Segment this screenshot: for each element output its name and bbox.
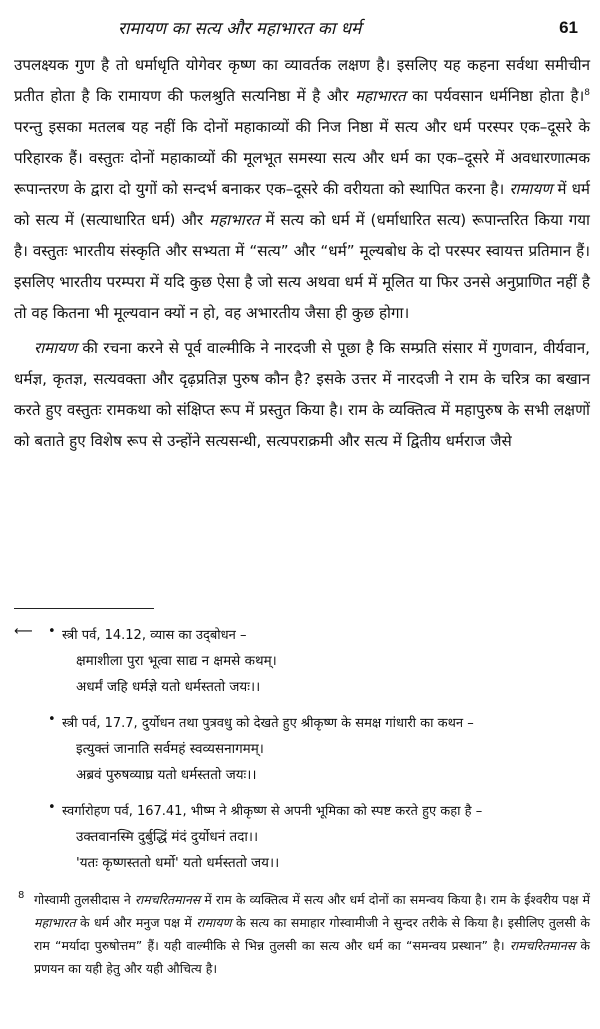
title-ramcharitmanas: रामचरितमानस [509,938,576,953]
citation: स्वर्गारोहण पर्व, 167.41, भीष्म ने श्रीकृष्ण से अपनी भूमिका को स्पष्ट करते हुए कहा है – [62,804,483,819]
title-ramcharitmanas: रामचरितमानस [134,892,201,907]
verse-line: क्षमाशीला पुरा भूत्वा साद्य न क्षमसे कथम्। [76,653,277,669]
title-ramayan: रामायण [34,339,77,357]
footnote-quote-1 [14,624,590,700]
text-run: उपलक्ष्यक गुण है तो धर्माधृति योगेवर कृष्ण का व्यावर्तक लक्षण है। इसलिए यह कहना सर्वथा समीचीन प्रतीत होता है कि रामायण की फलश्रुति सत्यनिष्ठा में है और [14,56,590,105]
text-run: का पर्यवसान धर्मनिष्ठा होता है। [405,87,585,105]
footnote-divider [14,608,154,609]
text-run: के सत्य का समाहार गोस्वामीजी ने सुन्दर तरीके से किया है। इसीलिए तुलसी के राम “मर्यादा पुरुषोत्तम” हैं। यही वाल्मीकि से भिन्न तुलसी का सत्य और धर्म का “समन्वय प्रस्थान” है। [34,915,591,953]
page-number: 61 [559,18,578,37]
title-mahabharat: महाभारत [34,915,76,930]
title-mahabharat: महाभारत [355,87,406,105]
verse-line: 'यतः कृष्णस्ततो धर्मो' यतो धर्मस्ततो जय।। [76,855,280,871]
text-run: की रचना करने से पूर्व वाल्मीकि ने नारदजी से पूछा है कि सम्प्रति संसार में गुणवान, वीर्यवान, धर्मज्ञ, कृतज्ञ, सत्यवक्ता और दृढ़प्रतिज्ञ पुरुष कौन है? इसके उत्तर में नारदजी ने राम के चरित्र का बखान करते हुए वस्तुतः रामकथा को संक्षिप्त रूप में प्रस्तुत किया है। राम के व्यक्तित्व में महापुरुष के सभी लक्षणों को बताते हुए विशेष रूप से उन्होंने सत्यसन्धी, सत्यपराक्रमी और सत्य में द्वितीय धर्मराज जैसे [14,339,590,450]
bullet-icon: • [48,624,56,639]
paragraph-1 [14,50,590,329]
verse-line: अधर्मं जहि धर्मज्ञे यतो धर्मस्ततो जयः।। [76,679,261,695]
text-run: के धर्म और मनुज पक्ष में [75,915,197,930]
text-run: में राम के व्यक्तित्व में सत्य और धर्म दोनों का समन्वय किया है। राम के ईश्वरीय पक्ष में [200,892,590,907]
text-run: गोस्वामी तुलसीदास ने [34,892,135,907]
bullet-icon: • [48,712,56,727]
verse-line: अब्रवं पुरुषव्याघ्र यतो धर्मस्ततो जयः।। [76,767,257,783]
title-mahabharat: महाभारत [209,211,260,229]
main-text [14,50,590,457]
text-run: में सत्य को धर्म में (धर्माधारित सत्य) रूपान्तरित किया गया है। वस्तुतः भारतीय संस्कृति और सभ्यता में “सत्य” और “धर्म” मूल्यबोध के दो परस्पर स्वायत्त प्रतिमान हैं। इसलिए भारतीय परम्परा में यदि कुछ ऐसा है जो सत्य अथवा धर्म में मूलित या फिर उनसे अनुप्राणित नहीं है तो वह कितना भी मूल्यवान क्यों न हो, वह अभारतीय जैसा ही कुछ होगा। [14,211,590,322]
verse-line: इत्युक्तं जानाति सर्वमहं स्वव्यसनागमम्। [76,741,264,757]
title-ramayan: रामायण [509,180,553,198]
footnote-8 [14,888,590,980]
left-arrow-icon: ⟵ [14,624,33,639]
verse-line: उक्तवानस्मि दुर्बुद्धिं मंदं दुर्योधनं तदा।। [76,829,259,845]
header-title: रामायण का सत्य और महाभारत का धर्म [118,19,362,39]
running-header [0,14,600,44]
text-run: परन्तु इसका मतलब यह नहीं कि दोनों महाकाव्यों की निज निष्ठा में सत्य और धर्म परस्पर एक–दूसरे के परिहारक हैं। वस्तुतः दोनों महाकाव्यों की मूलभूत समस्या सत्य और धर्म का एक–दूसरे में अवधारणात्मक रूपान्तरण के द्वारा दो युगों को सन्दर्भ बनाकर एक–दूसरे की वरीयता को स्थापित करना है। [14,118,590,198]
footnotes [14,624,590,980]
citation: स्त्री पर्व, 17.7, दुर्योधन तथा पुत्रवधु को देखते हुए श्रीकृष्ण के समक्ष गांधारी का कथन – [62,716,474,731]
footnote-ref-8: 8 [584,87,590,98]
bullet-icon: • [48,800,56,815]
text-run: में धर्म को सत्य में (सत्याधारित धर्म) और [14,180,590,229]
footnote-marker: 8 [18,890,25,901]
footnote-quote-2 [14,712,590,788]
paragraph-2 [14,333,590,457]
footnote-quote-3 [14,800,590,876]
citation: स्त्री पर्व, 14.12, व्यास का उद्‌बोधन – [62,628,247,643]
title-ramayan: रामायण [196,915,232,930]
text-run: के प्रणयन का यही हेतु और यही औचित्य है। [34,938,591,976]
